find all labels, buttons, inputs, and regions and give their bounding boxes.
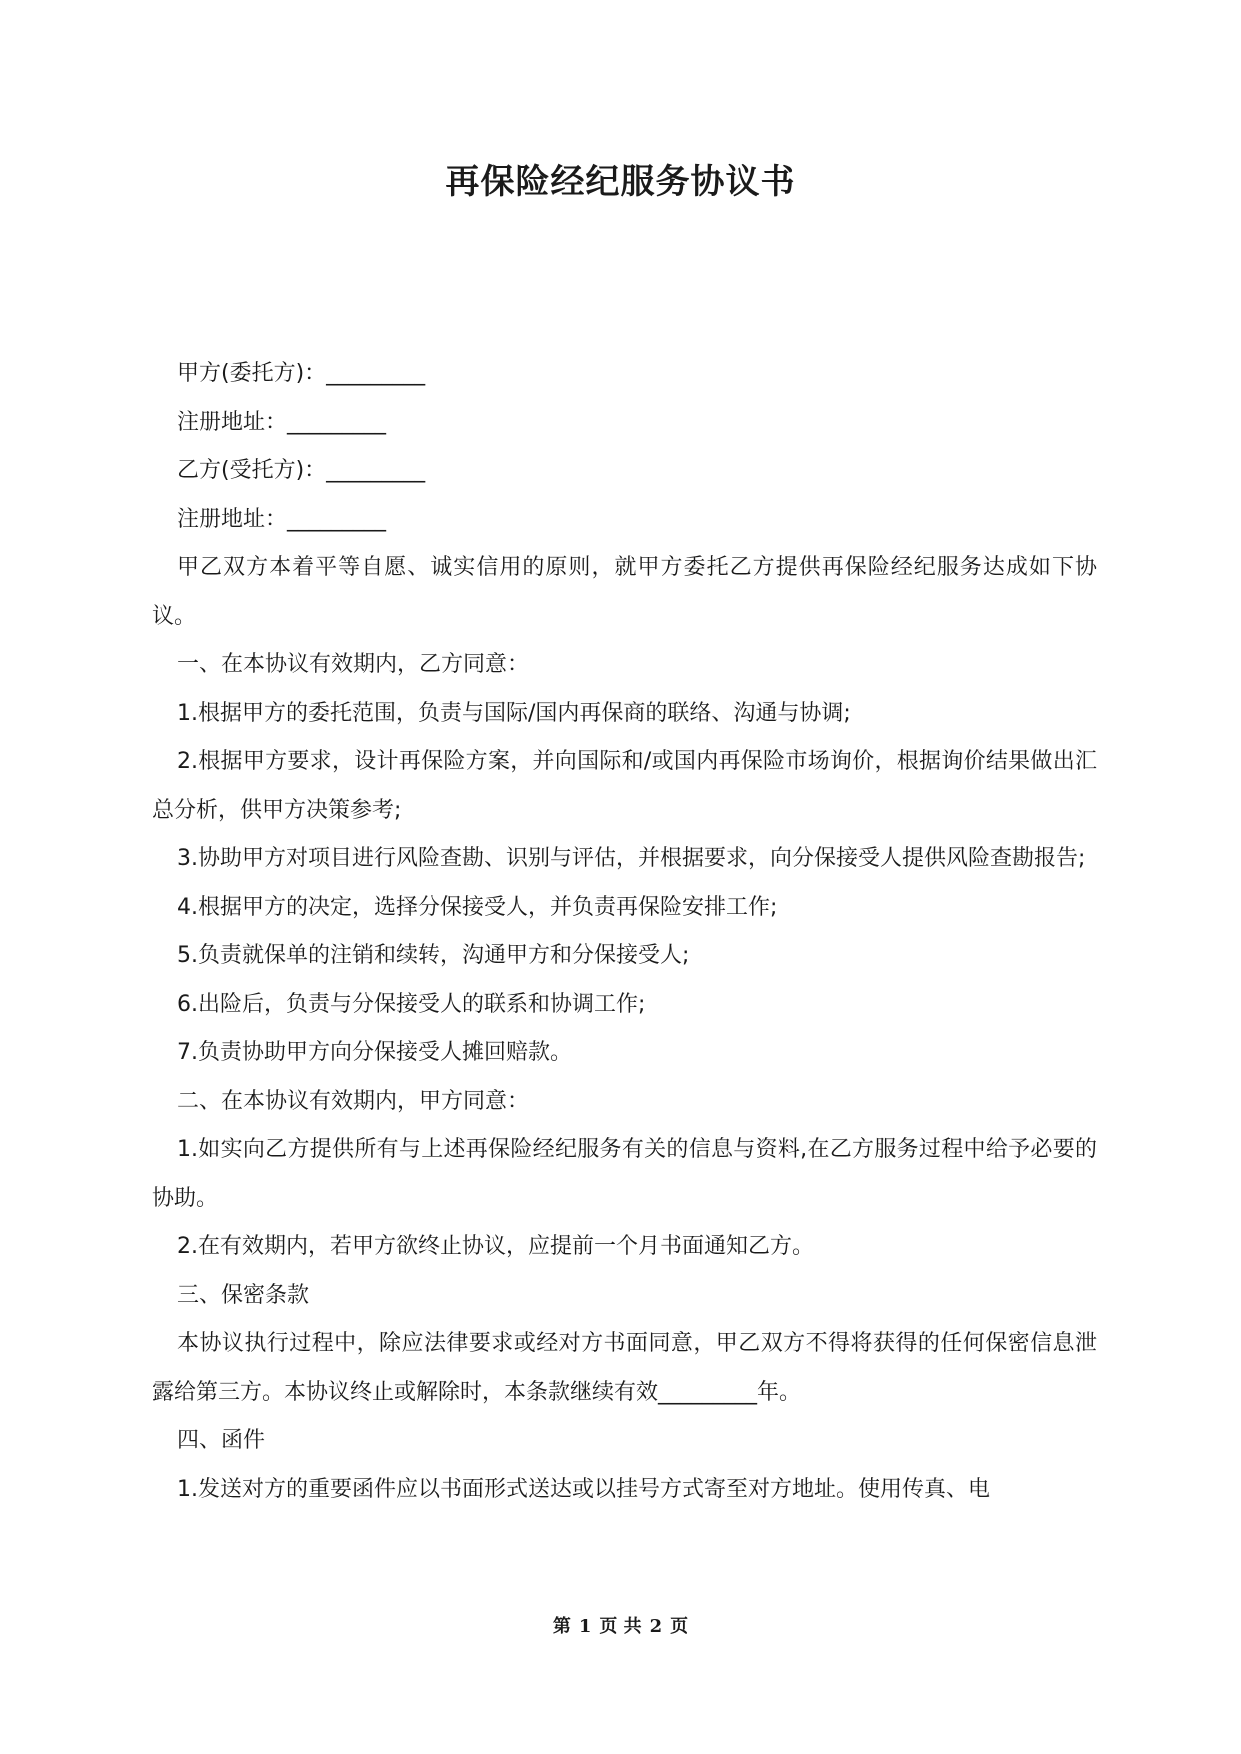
party-a-line: 甲方(委托方)：_________ [177,361,426,386]
page-label-mid: 页 共 [599,1616,642,1637]
preamble-paragraph: 甲乙双方本着平等自愿、诚实信用的原则，就甲方委托乙方提供再保险经纪服务达成如下协议。 [152,555,1097,629]
clause-1-7: 7.负责协助甲方向分保接受人摊回赔款。 [177,1040,572,1065]
clause-1-3: 3.协助甲方对项目进行风险查勘、识别与评估，并根据要求，向分保接受人提供风险查勘报告; [177,846,1086,871]
section-2-heading: 二、在本协议有效期内，甲方同意： [177,1088,530,1114]
clause-1-6: 6.出险后，负责与分保接受人的联系和协调工作; [177,991,646,1017]
page-label-prefix: 第 [552,1616,571,1637]
clause-2-1: 1.如实向乙方提供所有与上述再保险经纪服务有关的信息与资料,在乙方服务过程中给予必要的协助。 [152,1137,1097,1211]
party-b-address-line: 注册地址：_________ [177,506,387,532]
clause-4-1: 1.发送对方的重要函件应以书面形式送达或以挂号方式寄至对方地址。使用传真、电 [177,1476,990,1502]
page-label-suffix: 页 [670,1616,689,1637]
clause-1-1: 1.根据甲方的委托范围，负责与国际/国内再保商的联络、沟通与协调; [177,700,851,726]
clause-1-4: 4.根据甲方的决定，选择分保接受人，并负责再保险安排工作; [177,894,778,920]
page-number-footer [0,1615,1241,1639]
clause-1-5: 5.负责就保单的注销和续转，沟通甲方和分保接受人; [177,943,690,968]
document-body [152,350,1097,1514]
clause-1-2: 2.根据甲方要求，设计再保险方案，并向国际和/或国内再保险市场询价，根据询价结果做出汇总分析，供甲方决策参考; [152,749,1097,823]
total-pages-number: 2 [649,1616,663,1637]
section-4-heading: 四、函件 [177,1428,266,1453]
party-a-address-line: 注册地址：_________ [177,409,387,435]
clause-2-2: 2.在有效期内，若甲方欲终止协议，应提前一个月书面通知乙方。 [177,1234,814,1259]
section-3-heading: 三、保密条款 [177,1282,310,1308]
current-page-number: 1 [578,1616,592,1637]
document-title: 再保险经纪服务协议书 [445,162,796,202]
confidentiality-paragraph: 本协议执行过程中，除应法律要求或经对方书面同意，甲乙双方不得将获得的任何保密信息泄露给第三方。本协议终止或解除时，本条款继续有效_________年。 [152,1331,1097,1405]
party-b-line: 乙方(受托方)：_________ [177,458,426,483]
section-1-heading: 一、在本协议有效期内，乙方同意： [177,652,530,677]
